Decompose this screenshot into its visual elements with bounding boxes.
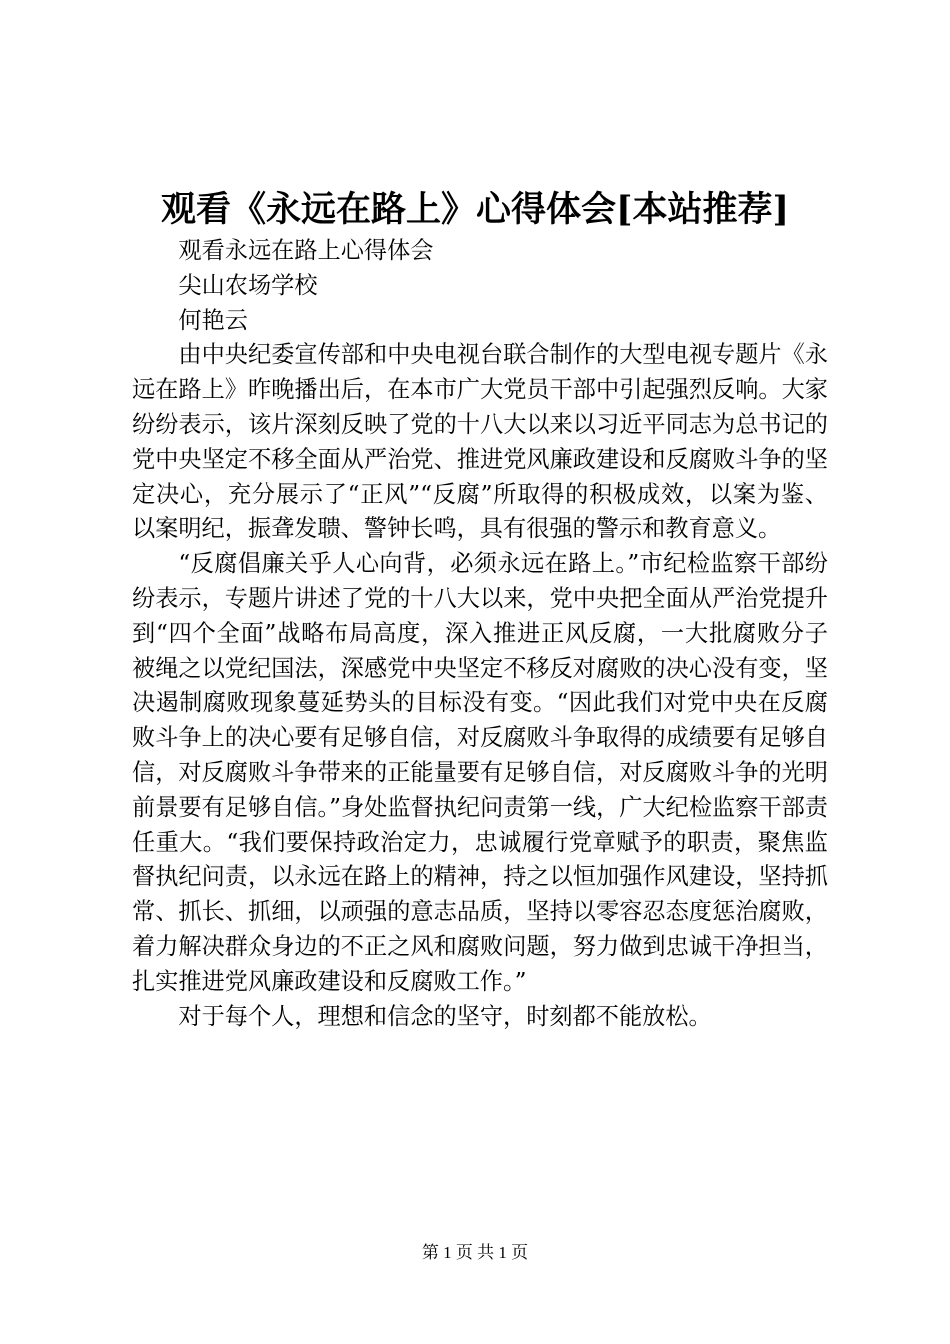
author-line: 何艳云 — [178, 306, 248, 334]
body-paragraph: 由中央纪委宣传部和中央电视台联合制作的大型电视专题片《永远在路上》昨晚播出后，在本市广大党员干部中引起强烈反响。大家纷纷表示，该片深刻反映了党的十八大以来以习近平同志为总书记的党中央坚定不移全面从严治党、推进党风廉政建设和反腐败斗争的坚定决心，充分展示了“正风”“反腐”所取得的积极成效，以案为鉴、以案明纪，振聋发聩、警钟长鸣，具有很强的警示和教育意义。 — [132, 341, 828, 543]
page-footer: 第 1 页 共 1 页 — [421, 1243, 529, 1262]
body-paragraph: 对于每个人，理想和信念的坚守，时刻都不能放松。 — [178, 1002, 712, 1030]
body-paragraph: “反腐倡廉关乎人心向背，必须永远在路上。”市纪检监察干部纷纷表示，专题片讲述了党的十八大以来，党中央把全面从严治党提升到“四个全面”战略布局高度，深入推进正风反腐，一大批腐败分子被绳之以党纪国法，深感党中央坚定不移反对腐败的决心没有变，坚决遏制腐败现象蔓延势头的目标没有变。“因此我们对党中央在反腐败斗争上的决心要有足够自信，对反腐败斗争取得的成绩要有足够自信，对反腐败斗争带来的正能量要有足够自信，对反腐败斗争的光明前景要有足够自信。”身处监督执纪问责第一线，广大纪检监察干部责任重大。“我们要保持政治定力，忠诚履行党章赋予的职责，聚焦监督执纪问责，以永远在路上的精神，持之以恒加强作风建设，坚持抓常、抓长、抓细，以顽强的意志品质，坚持以零容忍态度惩治腐败，着力解决群众身边的不正之风和腐败问题，努力做到忠诚干净担当，扎实推进党风廉政建设和反腐败工作。” — [132, 550, 828, 995]
document-body — [132, 234, 828, 1034]
document-title: 观看《永远在路上》心得体会[本站推荐] — [160, 189, 790, 230]
school-line: 尖山农场学校 — [178, 271, 318, 299]
subtitle-line: 观看永远在路上心得体会 — [178, 237, 434, 264]
